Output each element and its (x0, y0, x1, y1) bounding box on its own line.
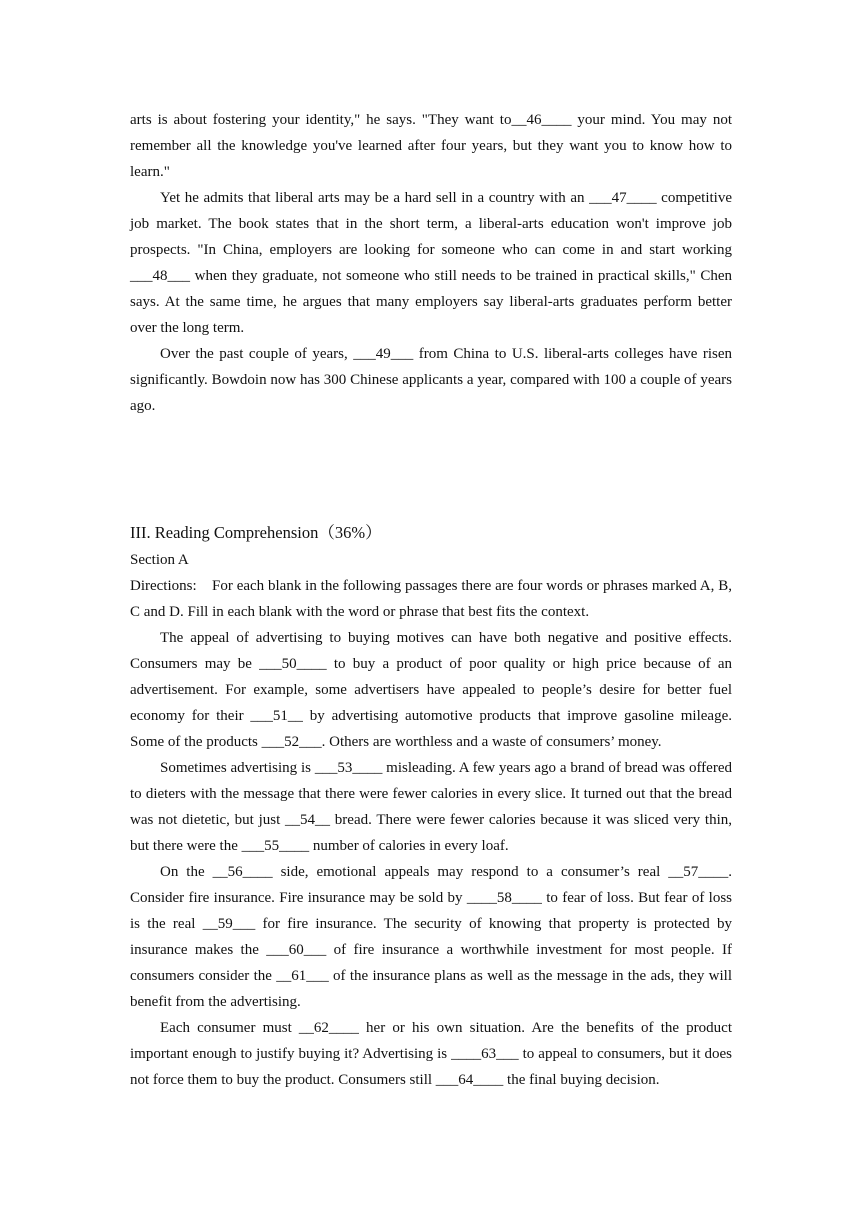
section-heading: III. Reading Comprehension（36%） (130, 523, 382, 542)
passage-one-paragraph: arts is about fostering your identity," he says. "They want to__46____ your mind. You may not remember all the knowledge you've learned after four years, but they want you to know how to learn." (130, 112, 732, 180)
passage-two-paragraph: The appeal of advertising to buying motives can have both negative and positive effects. Consumers may be ___50____ to buy a product of poor quality or high price because of an advertisement. For example, some advertisers have appealed to people’s desire for better fuel economy for their ___51__ by advertising automotive products that improve gasoline mileage. Some of the products ___52___. Others are worthless and a waste of consumers’ money. (130, 630, 732, 750)
passage-two-paragraph: On the __56____ side, emotional appeals may respond to a consumer’s real __57____. Consider fire insurance. Fire insurance may be sold by ____58____ to fear of loss. But fear of loss is the real __59___ for fire insurance. The security of knowing that property is protected by insurance makes the ___60___ of fire insurance a worthwhile investment for most people. If consumers consider the __61___ of the insurance plans as well as the message in the ads, they will benefit from the advertising. (130, 864, 732, 1010)
passage-one-paragraph: Over the past couple of years, ___49___ from China to U.S. liberal-arts colleges have risen significantly. Bowdoin now has 300 Chinese applicants a year, compared with 100 a couple of years ago. (130, 346, 732, 414)
passage-two-paragraph: Each consumer must __62____ her or his own situation. Are the benefits of the product important enough to justify buying it? Advertising is ____63___ to appeal to consumers, but it does not force them to buy the product. Consumers still ___64____ the final buying decision. (130, 1020, 732, 1088)
section-spacer (130, 419, 732, 517)
directions-text: Directions: For each blank in the following passages there are four words or phrases marked A, B, C and D. Fill in each blank with the word or phrase that best fits the context. (130, 578, 732, 620)
section-label: Section A (130, 552, 189, 568)
document-page (130, 107, 732, 1093)
passage-one-paragraph: Yet he admits that liberal arts may be a hard sell in a country with an ___47____ competitive job market. The book states that in the short term, a liberal-arts education won't improve job prospects. "In China, employers are looking for someone who can come in and start working ___48___ when they graduate, not someone who still needs to be trained in practical skills," Chen says. At the same time, he argues that many employers say liberal-arts graduates perform better over the long term. (130, 190, 732, 336)
passage-two-paragraph: Sometimes advertising is ___53____ misleading. A few years ago a brand of bread was offered to dieters with the message that there were fewer calories in every slice. It turned out that the bread was not dietetic, but just __54__ bread. There were fewer calories because it was sliced very thin, but there were the ___55____ number of calories in every loaf. (130, 760, 732, 854)
